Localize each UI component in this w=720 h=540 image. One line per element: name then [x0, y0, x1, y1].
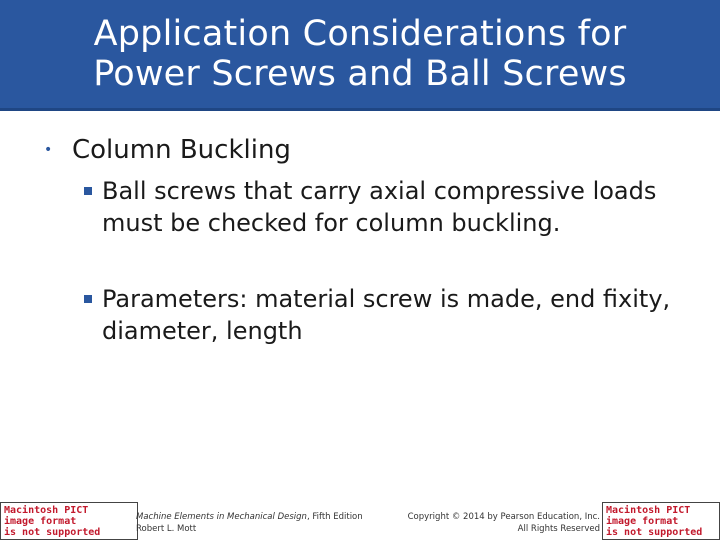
- pict-line: image format: [4, 516, 77, 527]
- pict-placeholder-image: [602, 502, 720, 540]
- sub-bullet-text: Parameters: material screw is made, end fixity, diameter, length: [102, 285, 671, 345]
- pict-line: Macintosh PICT: [4, 505, 89, 516]
- slide-title-line-1: Application Considerations for: [93, 14, 627, 54]
- pict-line: is not supported: [606, 527, 703, 538]
- slide-title-bar: [0, 0, 720, 111]
- pict-line: is not supported: [4, 527, 101, 538]
- book-edition: , Fifth Edition: [306, 512, 363, 522]
- sub-bullet-text: Ball screws that carry axial compressive loads must be checked for column buckling.: [102, 177, 657, 237]
- pict-line: Macintosh PICT: [606, 505, 691, 516]
- copyright-text: Copyright © 2014 by Pearson Education, Inc.: [407, 512, 600, 522]
- rights-text: All Rights Reserved: [517, 524, 600, 534]
- footer-book-credit: [136, 511, 363, 535]
- book-author: Robert L. Mott: [136, 524, 197, 534]
- pict-line: image format: [606, 516, 679, 527]
- square-bullet-icon: [84, 175, 102, 195]
- slide-title-line-2: Power Screws and Ball Screws: [93, 54, 627, 94]
- bullet-dot-icon: •: [44, 142, 53, 158]
- bullet-column-buckling: [44, 133, 291, 167]
- pict-placeholder-image: [0, 502, 138, 540]
- square-bullet-icon: [84, 283, 102, 303]
- bullet-text: Column Buckling: [72, 135, 291, 165]
- book-title: Machine Elements in Mechanical Design: [136, 512, 307, 522]
- footer-copyright: [396, 511, 600, 535]
- sub-bullet-parameters: [84, 283, 684, 347]
- slide-footer: [0, 500, 720, 540]
- sub-bullet-ball-screws: [84, 175, 684, 239]
